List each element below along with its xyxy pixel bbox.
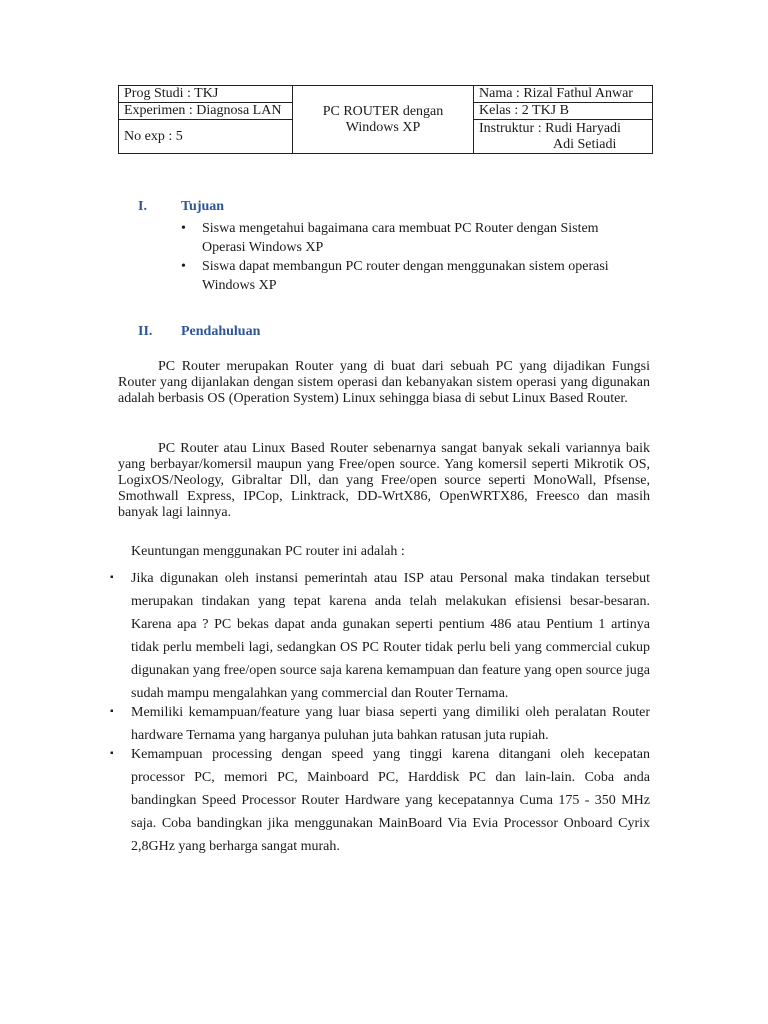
instruktur-line-2: Adi Setiadi xyxy=(553,136,617,152)
section-2-numeral: II. xyxy=(138,324,153,339)
pendahuluan-paragraph-2 xyxy=(118,441,650,521)
tujuan-bullet-2 xyxy=(181,257,621,295)
header-table xyxy=(118,85,653,154)
bullet-dot-icon: • xyxy=(181,221,186,236)
instruktur-cell xyxy=(474,120,653,154)
bullet-dot-icon: • xyxy=(181,259,186,274)
paragraph-text: PC Router merupakan Router yang di buat dari sebuah PC yang dijadikan Fungsi Router yang dijanlakan dengan sistem operasi dan kebanyakan sistem operasi yang digunakan adalah berbasis OS (Operation System) Linux sehingga biasa di sebut Linux Based Router. xyxy=(118,359,650,406)
document-title-cell xyxy=(293,86,474,154)
advantages-intro: Keuntungan menggunakan PC router ini adalah : xyxy=(131,544,405,559)
square-bullet-icon: ▪ xyxy=(110,572,114,583)
advantage-item-1: Jika digunakan oleh instansi pemerintah atau ISP atau Personal maka tindakan tersebut merupakan tindakan yang tepat karena anda telah melakukan efisiensi besar-besaran. Karena apa ? PC bekas dapat anda gunakan seperti pentium 486 atau Pentium 1 artinya tidak perlu membeli lagi, sedangkan OS PC Router tidak perlu beli yang commercial cukup digunakan yang free/open source saja karena kemampuan dan feature yang open source juga sudah mampu mengalahkan yang commercial dan Router Ternama. xyxy=(131,571,650,701)
pendahuluan-paragraph-1 xyxy=(118,359,650,407)
kelas-cell: Kelas : 2 TKJ B xyxy=(474,103,653,120)
tujuan-bullet-text: Siswa mengetahui bagaimana cara membuat PC Router dengan Sistem Operasi Windows XP xyxy=(202,221,599,255)
square-bullet-icon: ▪ xyxy=(110,748,114,759)
tujuan-bullet-text: Siswa dapat membangun PC router dengan menggunakan sistem operasi Windows XP xyxy=(202,259,609,293)
advantage-item-3: Kemampuan processing dengan speed yang tinggi karena ditangani oleh kecepatan processor PC, memori PC, Mainboard PC, Harddisk PC dan lain-lain. Coba anda bandingkan Speed Processor Router Hardware yang kecepatannya Cuma 175 - 350 MHz saja. Coba bandingkan jika menggunakan MainBoard Via Evia Processor Onboard Cyrix 2,8GHz yang berharga sangat murah. xyxy=(131,747,650,854)
nama-cell: Nama : Rizal Fathul Anwar xyxy=(474,86,653,103)
experimen-cell: Experimen : Diagnosa LAN xyxy=(119,103,293,120)
no-exp-cell: No exp : 5 xyxy=(119,120,293,154)
section-2-title: Pendahuluan xyxy=(181,324,261,339)
title-line-2: Windows XP xyxy=(345,119,421,135)
advantage-item-2: Memiliki kemampuan/feature yang luar biasa seperti yang dimiliki oleh peralatan Router hardware Ternama yang harganya puluhan juta bahkan ratusan juta rupiah. xyxy=(131,705,650,743)
section-1-numeral: I. xyxy=(138,199,147,214)
instruktur-line-1: Instruktur : Rudi Haryadi xyxy=(479,120,621,136)
square-bullet-icon: ▪ xyxy=(110,706,114,717)
paragraph-text: PC Router atau Linux Based Router sebenarnya sangat banyak sekali variannya baik yang berbayar/komersil maupun yang Free/open source. Yang komersil seperti Mikrotik OS, LogixOS/Neology, Gibraltar Dll, dan yang Free/open source seperti MonoWall, Pfsense, Smothwall Express, IPCop, Linktrack, DD-WrtX86, OpenWRTX86, Freesco dan masih banyak lagi lainnya. xyxy=(118,441,650,520)
title-line-1: PC ROUTER dengan xyxy=(322,103,444,119)
section-1-title: Tujuan xyxy=(181,199,225,214)
tujuan-bullet-1 xyxy=(181,219,621,257)
prog-studi-cell: Prog Studi : TKJ xyxy=(119,86,293,103)
